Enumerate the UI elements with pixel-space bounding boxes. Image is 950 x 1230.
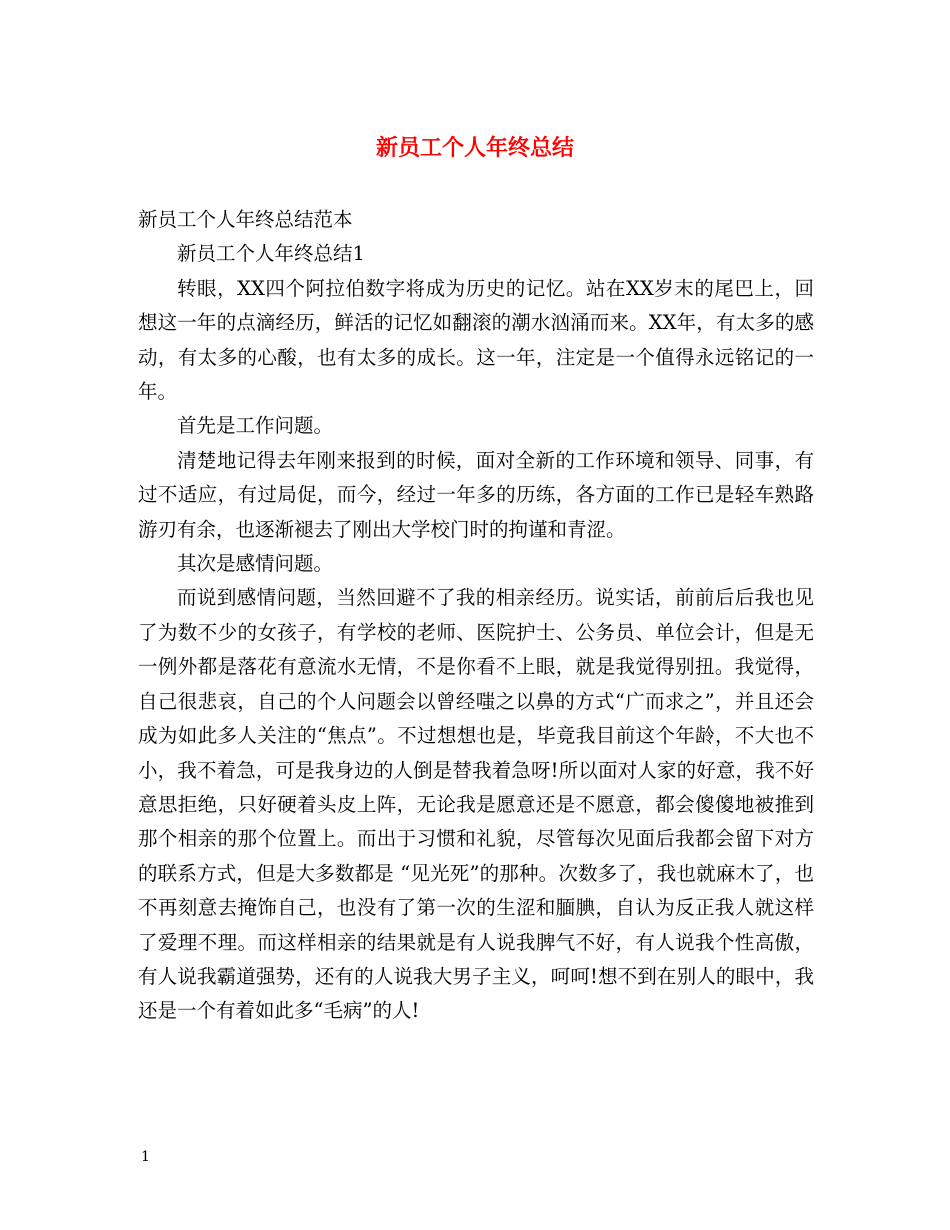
paragraph: 新员工个人年终总结范本 (138, 208, 353, 231)
page-number: 1 (141, 1149, 150, 1165)
document-title: 新员工个人年终总结 (375, 135, 574, 161)
paragraph: 首先是工作问题。 (177, 414, 334, 438)
document-body (138, 203, 814, 1029)
paragraph: 清楚地记得去年刚来报到的时候，面对全新的工作环境和领导、同事，有过不适应，有过局促，而今，经过一年多的历练，各方面的工作已是轻车熟路游刃有余，也逐渐褪去了刚出大学校门时的拘谨和青涩。 (138, 448, 814, 541)
paragraph: 其次是感情问题。 (177, 552, 334, 576)
paragraph: 而说到感情问题，当然回避不了我的相亲经历。说实话，前前后后我也见了为数不少的女孩子，有学校的老师、医院护士、公务员、单位会计，但是无一例外都是落花有意流水无情，不是你看不上眼，就是我觉得别扭。我觉得，自己很悲哀，自己的个人问题会以曾经嗤之以鼻的方式“广而求之”，并且还会成为如此多人关注的“焦点”。不过想想也是，毕竟我目前这个年龄，不大也不小，我不着急，可是我身边的人倒是替我着急呀!所以面对人家的好意，我不好意思拒绝，只好硬着头皮上阵，无论我是愿意还是不愿意，都会傻傻地被推到那个相亲的那个位置上。而出于习惯和礼貌，尽管每次见面后我都会留下对方的联系方式，但是大多数都是 “见光死”的那种。次数多了，我也就麻木了，也不再刻意去掩饰自己，也没有了第一次的生涩和腼腆，自认为反正我人就这样了爱理不理。而这样相亲的结果就是有人说我脾气不好，有人说我个性高傲，有人说我霸道强势，还有的人说我大男子主义，呵呵!想不到在别人的眼中，我还是一个有着如此多“毛病”的人! (138, 586, 814, 1023)
paragraph: 新员工个人年终总结1 (177, 242, 365, 266)
paragraph: 转眼，XX四个阿拉伯数字将成为历史的记忆。站在XX岁末的尾巴上，回想这一年的点滴经历，鲜活的记忆如翻滚的潮水汹涌而来。XX年，有太多的感动，有太多的心酸，也有太多的成长。这一年，注定是一个值得永远铭记的一年。 (138, 276, 814, 404)
